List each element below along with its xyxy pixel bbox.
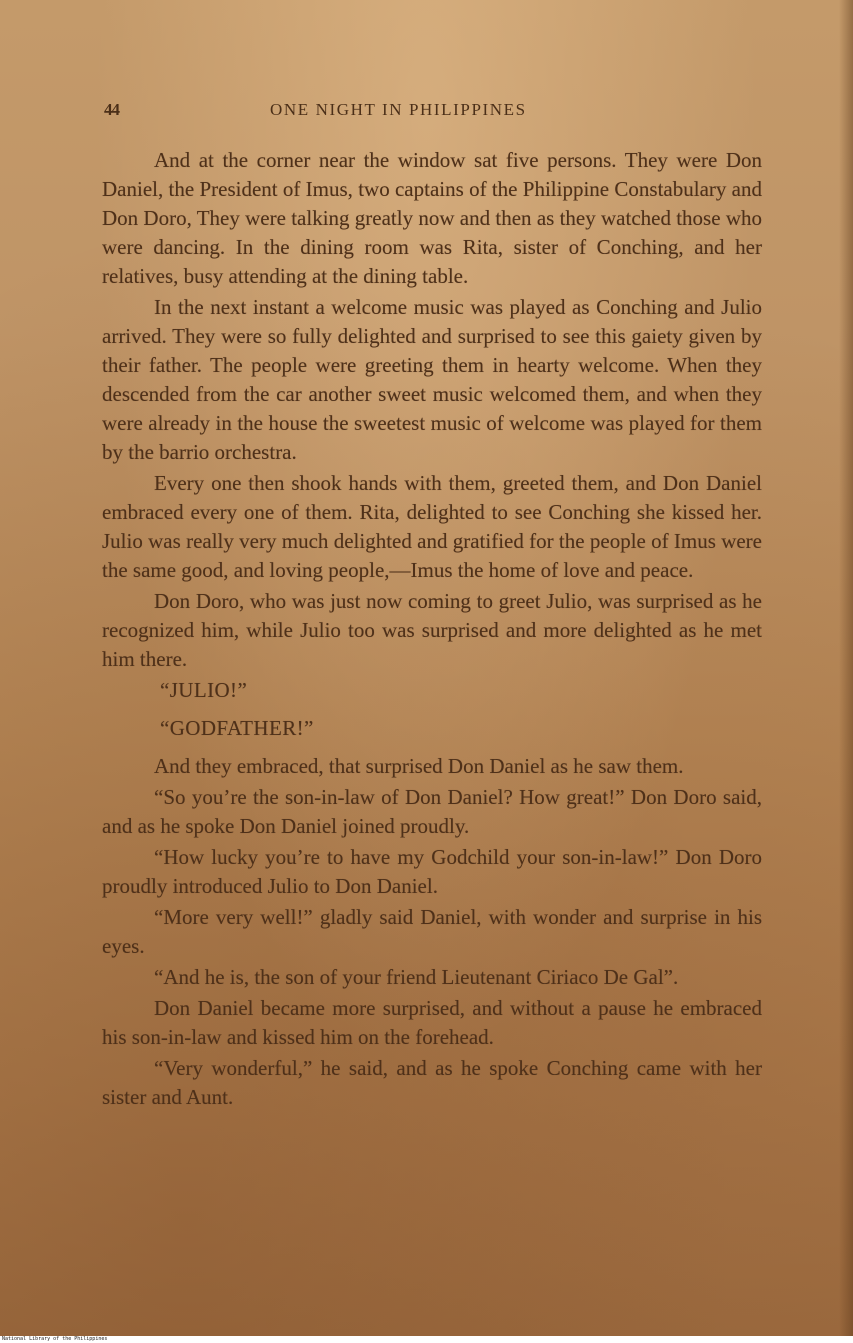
paragraph: “More very well!” gladly said Daniel, with wonder and surprise in his eyes. xyxy=(102,905,762,958)
paragraph: And they embraced, that surprised Don Daniel as he saw them. xyxy=(154,754,684,778)
paragraph: “And he is, the son of your friend Lieutenant Ciriaco De Gal”. xyxy=(154,965,679,989)
paragraph: “Very wonderful,” he said, and as he spoke Conching came with her sister and Aunt. xyxy=(102,1056,762,1109)
dialogue-line: “JULIO!” xyxy=(160,678,248,702)
paragraph: Don Daniel became more surprised, and without a pause he embraced his son-in-law and kissed him on the forehead. xyxy=(102,996,762,1049)
page-edge-shadow xyxy=(839,0,853,1336)
paragraph: And at the corner near the window sat five persons. They were Don Daniel, the President of Imus, two captains of the Philippine Constabulary and Don Doro, They were talking greatly now and then as they watched those who were dancing. In the dining room was Rita, sister of Conching, and her relatives, busy attending at the dining table. xyxy=(102,148,762,288)
library-credit: National Library of the Philippines xyxy=(2,1336,108,1342)
paragraph: In the next instant a welcome music was played as Conching and Julio arrived. They were so fully delighted and surprised to see this gaiety given by their father. The people were greeting them in hearty welcome. When they descended from the car another sweet music welcomed them, and when they were already in the house the sweetest music of welcome was played for them by the barrio orchestra. xyxy=(102,295,762,464)
dialogue-line: “GODFATHER!” xyxy=(160,716,314,740)
paragraph: Every one then shook hands with them, greeted them, and Don Daniel embraced every one of them. Rita, delighted to see Conching she kissed her. Julio was really very much delighted and gratified for the people of Imus were the same good, and loving people,—Imus the home of love and peace. xyxy=(102,471,762,582)
running-title: ONE NIGHT IN PHILIPPINES xyxy=(270,100,527,119)
page-header xyxy=(104,100,764,124)
paragraph: “So you’re the son-in-law of Don Daniel? How great!” Don Doro said, and as he spoke Don Daniel joined proudly. xyxy=(102,785,762,838)
paragraph: Don Doro, who was just now coming to greet Julio, was surprised as he recognized him, while Julio too was surprised and more delighted as he met him there. xyxy=(102,589,762,671)
scan-footer xyxy=(0,1336,853,1343)
paragraph: “How lucky you’re to have my Godchild your son-in-law!” Don Doro proudly introduced Julio to Don Daniel. xyxy=(102,845,762,898)
page-number: 44 xyxy=(104,100,119,119)
body-text xyxy=(102,146,762,1114)
